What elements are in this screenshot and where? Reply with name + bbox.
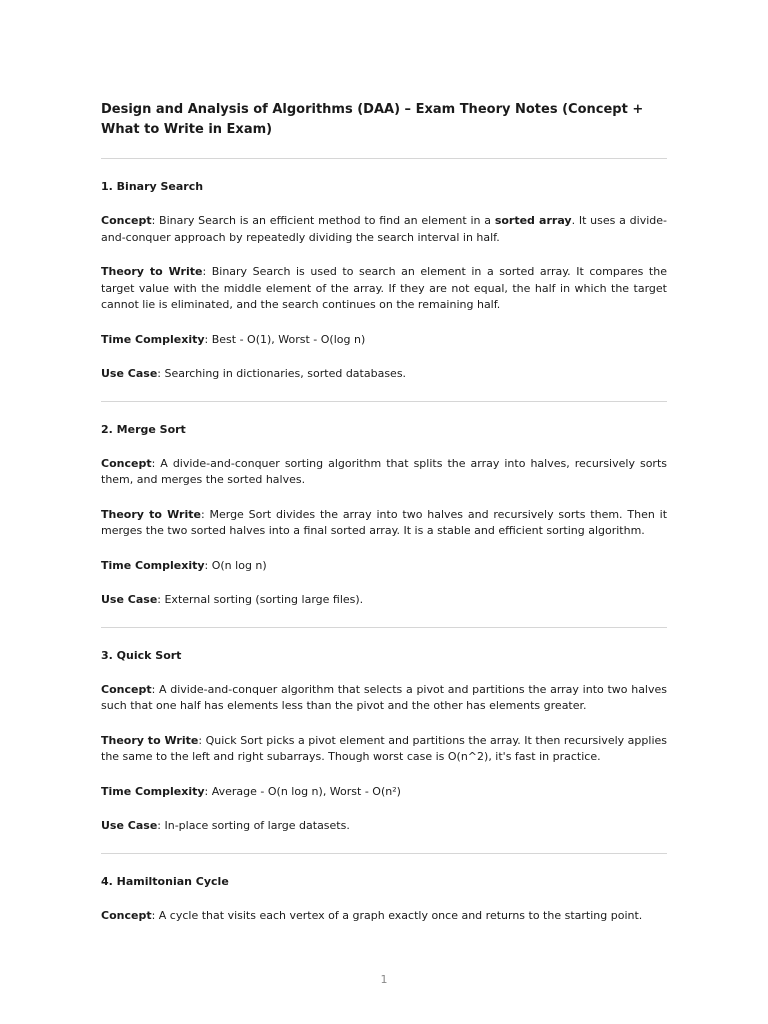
theory-text: : Merge Sort divides the array into two halves and recursively sorts them. Then it merges the two sorted halves into a final sorted array. It is a stable and efficient sorting algorithm.	[101, 507, 668, 537]
use-case-text: : In-place sorting of large datasets.	[157, 819, 350, 832]
page-number: 1	[380, 973, 388, 986]
concept-label: Concept	[101, 456, 152, 470]
section-heading: 4. Hamiltonian Cycle	[101, 874, 229, 888]
use-case-paragraph	[101, 366, 667, 383]
concept-paragraph	[101, 213, 667, 246]
concept-text: : Binary Search is an efficient method to find an element in a	[151, 214, 495, 227]
section-heading: 1. Binary Search	[101, 180, 204, 193]
document-title: Design and Analysis of Algorithms (DAA) – Exam Theory Notes (Concept + What to Write in Exam)	[101, 102, 644, 137]
concept-text: : A cycle that visits each vertex of a graph exactly once and returns to the starting point.	[151, 908, 643, 922]
section-heading: 2. Merge Sort	[101, 422, 186, 436]
divider	[101, 627, 667, 628]
theory-label: Theory to Write	[101, 733, 199, 747]
use-case-label: Use Case	[101, 819, 158, 832]
section-merge-sort	[101, 422, 667, 609]
theory-paragraph	[101, 507, 667, 540]
section-binary-search	[101, 179, 667, 383]
use-case-label: Use Case	[101, 593, 158, 606]
divider	[101, 401, 667, 402]
theory-text: : Binary Search is used to search an element in a sorted array. It compares the target value with the middle element of the array. If they are not equal, the half in which the target cannot lie is eliminated, and the search continues on the remaining half.	[101, 265, 667, 311]
use-case-text: : Searching in dictionaries, sorted databases.	[157, 367, 407, 380]
divider	[101, 158, 667, 159]
time-complexity-paragraph	[101, 784, 667, 801]
section-heading: 3. Quick Sort	[101, 648, 182, 662]
theory-label: Theory to Write	[101, 507, 201, 521]
use-case-paragraph	[101, 592, 667, 609]
concept-label: Concept	[101, 908, 152, 922]
concept-emphasis: sorted array	[494, 214, 572, 227]
time-complexity-paragraph	[101, 332, 667, 349]
theory-label: Theory to Write	[101, 265, 203, 278]
time-complexity-label: Time Complexity	[101, 558, 205, 572]
time-complexity-text: : Best - O(1), Worst - O(log n)	[204, 332, 366, 346]
section-quick-sort	[101, 648, 667, 835]
use-case-label: Use Case	[101, 367, 158, 380]
time-complexity-label: Time Complexity	[101, 784, 205, 798]
time-complexity-paragraph	[101, 558, 667, 575]
theory-paragraph	[101, 733, 667, 766]
concept-label: Concept	[101, 682, 152, 696]
time-complexity-label: Time Complexity	[101, 332, 205, 346]
concept-paragraph	[101, 682, 667, 715]
time-complexity-text: : Average - O(n log n), Worst - O(n²)	[204, 784, 401, 798]
concept-paragraph	[101, 456, 667, 489]
time-complexity-text: : O(n log n)	[204, 558, 267, 572]
concept-label: Concept	[101, 214, 152, 227]
section-hamiltonian-cycle	[101, 874, 667, 925]
concept-text: : A divide-and-conquer algorithm that selects a pivot and partitions the array into two halves such that one half has elements less than the pivot and the other has elements greater.	[101, 682, 667, 712]
use-case-paragraph	[101, 818, 667, 835]
document-page	[101, 100, 667, 924]
divider	[101, 853, 667, 854]
concept-paragraph	[101, 908, 667, 925]
use-case-text: : External sorting (sorting large files).	[157, 593, 364, 606]
concept-text-end: . It uses a divide-and-conquer approach by repeatedly dividing the search interval in half.	[101, 214, 667, 244]
theory-text: : Quick Sort picks a pivot element and partitions the array. It then recursively applies the same to the left and right subarrays. Though worst case is O(n^2), it's fast in practice.	[101, 733, 667, 763]
concept-text: : A divide-and-conquer sorting algorithm that splits the array into halves, recursively sorts them, and merges the sorted halves.	[101, 456, 667, 486]
theory-paragraph	[101, 264, 667, 314]
